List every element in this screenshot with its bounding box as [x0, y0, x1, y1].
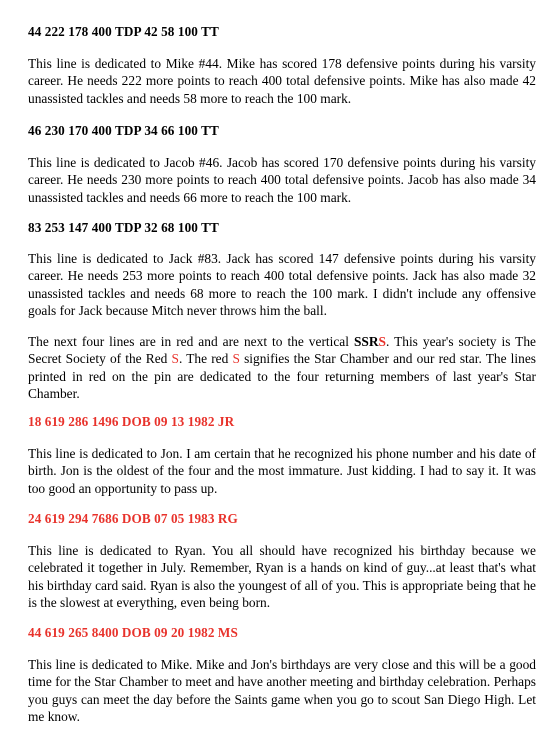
- red-s-letter: S: [378, 334, 386, 349]
- paragraph-mike-44: This line is dedicated to Mike #44. Mike has scored 178 defensive points during his varsity career. He needs 222 more points to reach 400 total defensive points. Mike has also made 42 unassisted tackles and needs 58 more to reach the 100 mark.: [28, 56, 536, 106]
- paragraph-mike: This line is dedicated to Mike. Mike and Jon's birthdays are very close and this will be a good time for the Star Chamber to meet and have another meeting and birthday celebration. Perhaps you guys can meet the day before the Saints game when you go to scout San Diego High. Let me know.: [28, 657, 536, 725]
- paragraph-jack-83: This line is dedicated to Jack #83. Jack has scored 147 defensive points during his varsity career. He needs 253 more points to reach 400 total defensive points. Jack has also made 32 unassisted tackles and needs 68 more to reach the 100 mark. I didn't include any offensive goals for Jack because Mitch never throws him the ball.: [28, 251, 536, 319]
- code-line-jon: 18 619 286 1496 DOB 09 13 1982 JR: [28, 414, 235, 429]
- code-line-mike-44: 44 222 178 400 TDP 42 58 100 TT: [28, 24, 219, 39]
- intro-text-2: . This year's society is The Secret Society of the Red: [28, 334, 536, 367]
- red-s-letter-3: S: [232, 351, 240, 367]
- intro-text-4: signifies the Star Chamber and our red star. The lines printed in red on the pin are dedicated to the four returning members of last year's Star Chamber.: [28, 351, 536, 402]
- paragraph-secret-society: [28, 333, 536, 403]
- code-line-jacob-46: 46 230 170 400 TDP 34 66 100 TT: [28, 123, 219, 138]
- intro-text-3: . The red: [178, 351, 233, 367]
- paragraph-ryan: This line is dedicated to Ryan. You all should have recognized his birthday because we celebrated it together in July. Remember, Ryan is a hands on kind of guy...at least that's what his birthday card said. Ryan is also the youngest of all of you. This is appropriate being that he is the slowest at everything, even being born.: [28, 543, 536, 611]
- paragraph-jacob-46: This line is dedicated to Jacob #46. Jacob has scored 170 defensive points during his varsity career. He needs 230 more points to reach 400 total defensive points. Jacob has also made 34 unassisted tackles and needs 66 more to reach the 100 mark.: [28, 155, 536, 205]
- code-line-ryan: 24 619 294 7686 DOB 07 05 1983 RG: [28, 511, 238, 526]
- code-line-mike: 44 619 265 8400 DOB 09 20 1982 MS: [28, 625, 238, 640]
- code-line-jack-83: 83 253 147 400 TDP 32 68 100 TT: [28, 220, 219, 235]
- paragraph-jon: This line is dedicated to Jon. I am certain that he recognized his phone number and his date of birth. Jon is the oldest of the four and the most immature. Just kidding. I had to say it. It was too good an opportunity to pass up.: [28, 446, 536, 496]
- red-s-letter-2: S: [171, 351, 179, 367]
- intro-text-1: The next four lines are in red and are next to the vertical: [28, 334, 354, 349]
- ssr-label: SSR: [353, 334, 379, 349]
